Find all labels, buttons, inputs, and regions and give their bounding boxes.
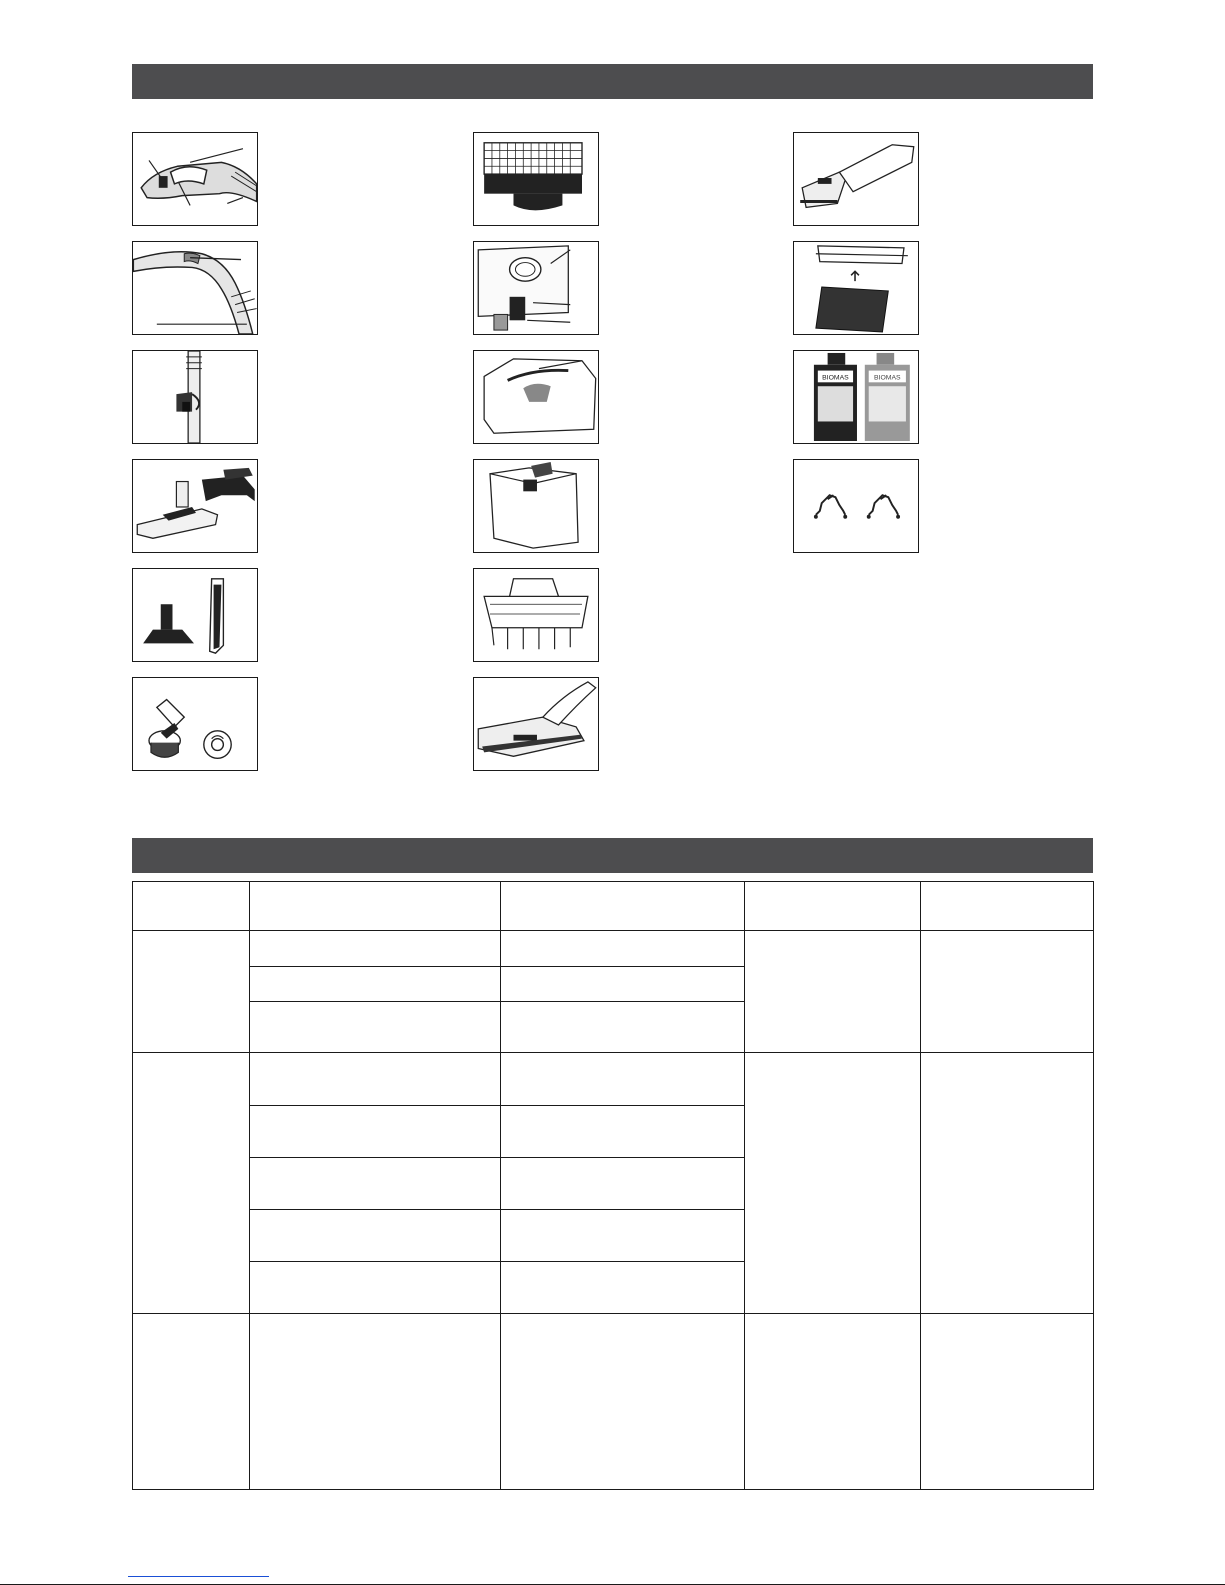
table-cell (921, 931, 1094, 1053)
table-row (133, 1053, 1094, 1106)
table-cell (250, 1262, 501, 1314)
floor-nozzle-drawing (133, 460, 257, 552)
table-cell (250, 967, 501, 1002)
table-header-cell (250, 882, 501, 931)
table-header-cell (921, 882, 1094, 931)
handle-trigger-drawing (133, 133, 257, 225)
table-group-cell (133, 1053, 250, 1314)
table-row (133, 1314, 1094, 1490)
table-cell (250, 1158, 501, 1210)
hose-bend-icon (132, 241, 258, 335)
table-group-cell (133, 931, 250, 1053)
handle-trigger-icon (132, 132, 258, 226)
bottle-label-left: BIOMAS (822, 374, 849, 382)
table-cell (745, 1053, 921, 1314)
table-cell (250, 1002, 501, 1053)
upholstery-crevice-drawing (133, 569, 257, 661)
section-title (132, 73, 144, 90)
floor-nozzle-icon (132, 459, 258, 553)
water-tank-lid-drawing (474, 351, 598, 443)
table-header-cell (501, 882, 745, 931)
table-row (133, 931, 1094, 967)
table-cell (501, 1262, 745, 1314)
table-cell (501, 1210, 745, 1262)
table-header-cell (133, 882, 250, 931)
squeegee-pad-drawing (794, 242, 918, 334)
hand-wash-tool-drawing (794, 133, 918, 225)
tank-insert-icon (473, 568, 599, 662)
table-cell (921, 1053, 1094, 1314)
footer-link-underline[interactable] (128, 1576, 269, 1577)
table-cell (745, 1314, 921, 1490)
tube-clip-icon (132, 350, 258, 444)
hose-bend-drawing (133, 242, 257, 334)
table-cell (921, 1314, 1094, 1490)
tank-insert-drawing (474, 569, 598, 661)
table-cell (745, 931, 921, 1053)
dusting-brush-drawing (133, 678, 257, 770)
bottle-label-right: BIOMAS (874, 374, 901, 382)
section-header-bar-accessories (132, 64, 1093, 99)
hepa-filter-icon (473, 132, 599, 226)
wash-nozzle-icon (473, 677, 599, 771)
hepa-filter-drawing (474, 133, 598, 225)
clips-drawing (794, 460, 918, 552)
table-cell (501, 1053, 745, 1106)
table-cell (250, 1053, 501, 1106)
table-cell (501, 1158, 745, 1210)
squeegee-pad-icon (793, 241, 919, 335)
section-header-bar-maintenance (132, 838, 1093, 873)
dusting-brush-icon (132, 677, 258, 771)
clips-icon (793, 459, 919, 553)
table-cell (250, 1106, 501, 1158)
upholstery-crevice-icon (132, 568, 258, 662)
detergent-bottles-drawing (794, 351, 918, 443)
table-cell (501, 1314, 745, 1490)
water-container-drawing (474, 460, 598, 552)
table-cell (250, 1210, 501, 1262)
table-cell (501, 967, 745, 1002)
hand-wash-tool-icon (793, 132, 919, 226)
table-header-cell (745, 882, 921, 931)
tube-clip-drawing (133, 351, 257, 443)
table-group-cell (133, 1314, 250, 1490)
table-cell (250, 931, 501, 967)
maintenance-table (132, 881, 1094, 1490)
wash-nozzle-drawing (474, 678, 598, 770)
filter-housing-drawing (474, 242, 598, 334)
section-title (132, 847, 144, 864)
water-container-icon (473, 459, 599, 553)
table-cell (250, 1314, 501, 1490)
detergent-bottles-icon (793, 350, 919, 444)
table-header-row (133, 882, 1094, 931)
table-cell (501, 1002, 745, 1053)
filter-housing-icon (473, 241, 599, 335)
table-cell (501, 1106, 745, 1158)
water-tank-lid-icon (473, 350, 599, 444)
table-cell (501, 931, 745, 967)
